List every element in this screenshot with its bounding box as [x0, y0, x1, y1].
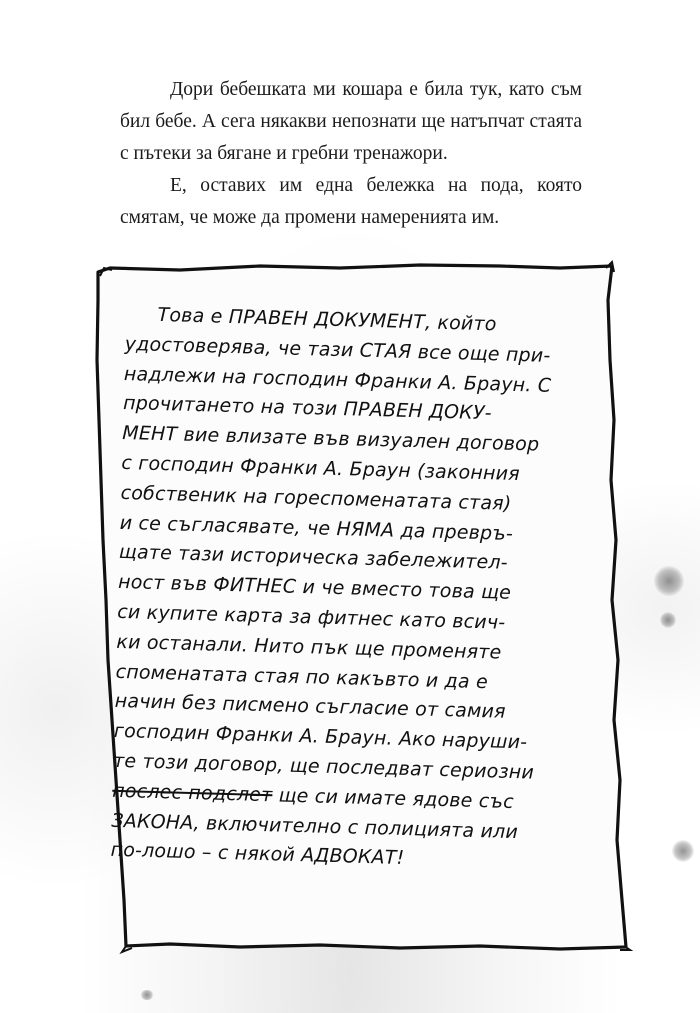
note-line: господин Франки А. Браун. Ако наруши-: [113, 719, 528, 754]
note-line: ност във ФИТНЕС и че вместо това ще: [117, 571, 512, 605]
note-line: Това е ПРАВЕН ДОКУМЕНТ, който: [157, 303, 497, 336]
note-line: собственик на гореспоменатата стая): [120, 481, 512, 515]
note-line: удостоверява, че тази СТАЯ все още при-: [124, 332, 551, 367]
note-line: надлежи на господин Франки А. Браун. С: [123, 362, 552, 397]
narrative-paragraph: Дори бебешката ми кошара е била тук, като съм бил бебе. А сега някакви непознати ще натъпчат стаята с пътеки за бягане и гребни тренажори.: [120, 79, 582, 164]
note-line: по-лошо – с някой АДВОКАТ!: [110, 839, 405, 870]
note-line: и се съгласявате, че НЯМА да превръ-: [119, 511, 514, 545]
note-line: МЕНТ вие влизате във визуален договор: [121, 422, 540, 456]
note-line: щате тази историческа забележител-: [118, 541, 509, 575]
note-line: ЗАКОНА, включително с полицията или: [111, 809, 519, 843]
note-line: споменатата стая по какъвто и да е: [115, 660, 489, 693]
note-line: те този договор, ще последват сериозни: [112, 749, 535, 784]
note-line: ки останали. Нито пък ще променяте: [116, 630, 502, 664]
note-line: с господин Франки А. Браун (законния: [121, 451, 521, 486]
note-line: си купите карта за фитнес като всич-: [116, 600, 506, 634]
note-line-continuation: ще си имате ядове със: [278, 784, 515, 813]
note-line: начин без писмено съгласие от самия: [114, 690, 507, 724]
note-handwritten-text: [110, 300, 588, 879]
note-line: прочитането на този ПРАВЕН ДОКУ-: [122, 392, 493, 425]
struck-text: послес подслет: [111, 779, 273, 807]
narrative-paragraph: Е, оставих им една бележка на пода, която смятам, че може да промени намеренията им.: [120, 175, 582, 228]
